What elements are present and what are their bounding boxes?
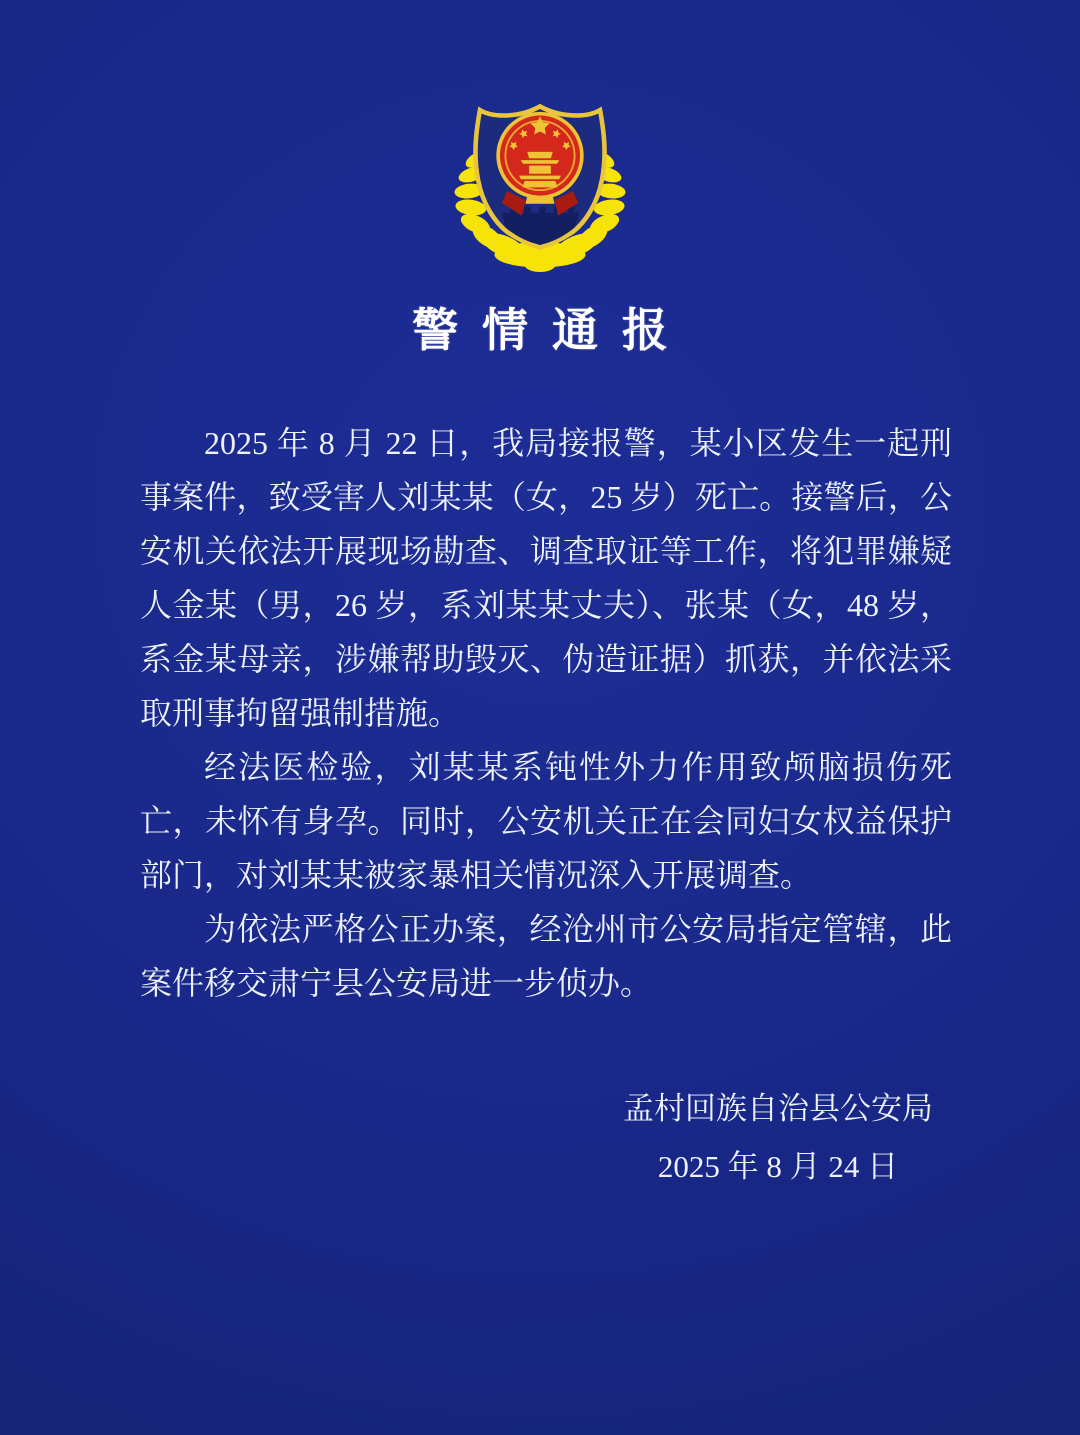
- police-badge-icon: [449, 100, 631, 273]
- notice-paragraph-2: 经法医检验，刘某某系钝性外力作用致颅脑损伤死亡，未怀有身孕。同时，公安机关正在会同妇女权益保护部门，对刘某某被家暴相关情况深入开展调查。: [140, 749, 952, 893]
- signature-date: 2025 年 8 月 24 日: [657, 1149, 899, 1184]
- signature-block: [612, 1080, 944, 1196]
- badge-national-emblem: [498, 114, 582, 216]
- notice-title: 警情通报: [412, 305, 692, 356]
- signature-agency: 孟村回族自治县公安局: [623, 1091, 933, 1126]
- notice-body: [140, 416, 952, 1010]
- notice-paragraph-1: 2025 年 8 月 22 日，我局接报警，某小区发生一起刑事案件，致受害人刘某某（女，25 岁）死亡。接警后，公安机关依法开展现场勘查、调查取证等工作，将犯罪嫌疑人金某（男，26 岁，系刘某某丈夫）、张某（女，48 岁，系金某母亲，涉嫌帮助毁灭、伪造证据）抓获，并依法采取刑事拘留强制措施。: [140, 425, 952, 731]
- notice-paragraph-3: 为依法严格公正办案，经沧州市公安局指定管辖，此案件移交肃宁县公安局进一步侦办。: [140, 911, 952, 1001]
